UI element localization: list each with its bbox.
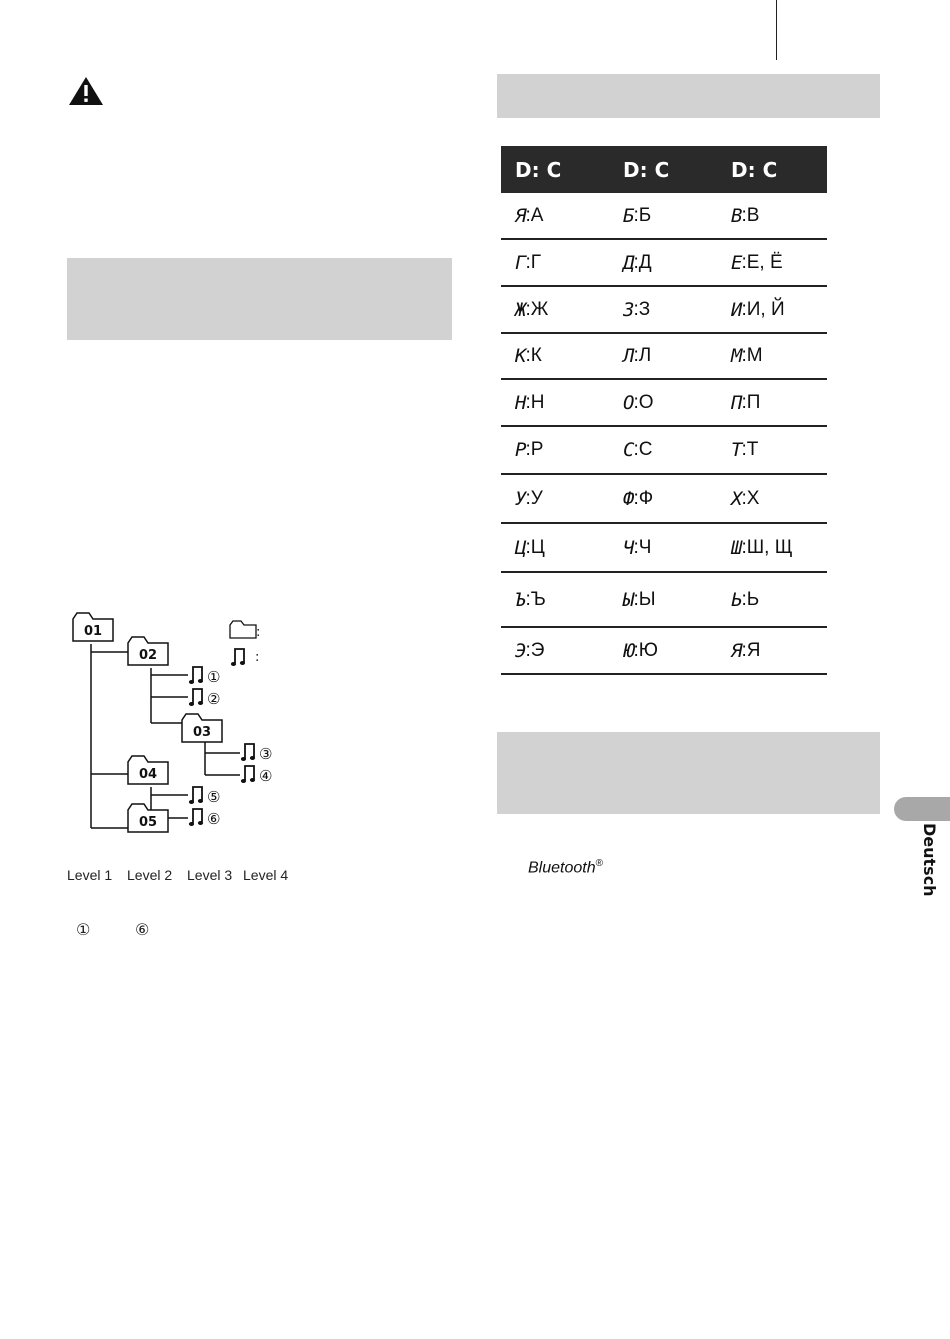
- character-value: Е, Ё: [746, 251, 783, 273]
- separator: :: [741, 588, 747, 610]
- character-value: В: [746, 204, 760, 226]
- music-note-icon: [241, 766, 255, 783]
- display-glyph: К: [515, 345, 526, 367]
- folder-label: 04: [138, 767, 158, 782]
- character-value: Н: [530, 391, 545, 413]
- display-glyph: Ъ: [515, 588, 526, 611]
- folder-label: 05: [138, 815, 158, 830]
- display-glyph: Р: [515, 439, 526, 461]
- separator: :: [633, 487, 639, 509]
- character-value: Р: [530, 439, 544, 460]
- display-glyph: О: [623, 391, 634, 414]
- column-header: D: C: [515, 157, 562, 182]
- character-value: Ю: [638, 639, 658, 661]
- character-value: Д: [638, 251, 652, 273]
- separator: :: [633, 204, 639, 226]
- character-value: А: [530, 204, 544, 226]
- folder-label: 01: [83, 624, 103, 639]
- display-glyph: Д: [623, 251, 634, 274]
- character-value: И, Й: [746, 298, 785, 320]
- character-value: Ж: [530, 298, 549, 320]
- display-glyph: Ь: [731, 588, 742, 611]
- character-value: У: [530, 487, 543, 509]
- music-note-icon: [189, 689, 203, 706]
- separator: :: [741, 639, 747, 661]
- display-glyph: Я: [731, 639, 742, 662]
- file-number: ⑤: [207, 788, 221, 806]
- display-glyph: П: [731, 391, 742, 414]
- language-tab-label: Deutsch: [920, 823, 939, 897]
- character-value: Я: [746, 639, 761, 661]
- character-value: Э: [530, 639, 545, 661]
- separator: :: [525, 345, 531, 366]
- display-glyph: Г: [515, 251, 526, 274]
- display-glyph: Б: [623, 204, 634, 227]
- display-glyph: У: [515, 487, 526, 510]
- separator: :: [633, 251, 639, 273]
- display-glyph: Я: [515, 204, 526, 227]
- music-note-icon: [189, 667, 203, 684]
- bluetooth-word: Bluetooth: [528, 859, 596, 877]
- separator: :: [525, 439, 531, 460]
- character-value: К: [530, 345, 542, 366]
- display-glyph: Л: [623, 345, 634, 367]
- character-value: П: [746, 391, 761, 413]
- separator: :: [633, 298, 639, 320]
- separator: :: [633, 345, 639, 366]
- character-value: М: [746, 345, 763, 366]
- display-glyph: С: [623, 439, 634, 461]
- display-glyph: Х: [731, 487, 742, 510]
- display-glyph: М: [731, 345, 742, 367]
- character-value: Х: [746, 487, 760, 509]
- display-glyph: Э: [515, 639, 526, 662]
- display-glyph: Ы: [623, 588, 634, 611]
- level-label: Level 4: [243, 867, 289, 883]
- display-glyph: В: [731, 204, 742, 227]
- separator: :: [525, 487, 531, 509]
- display-glyph: Т: [731, 439, 742, 461]
- separator: :: [525, 391, 531, 413]
- display-glyph: Ш: [731, 536, 742, 559]
- music-note-icon: [189, 809, 203, 826]
- character-value: Ф: [638, 487, 654, 509]
- character-value: З: [638, 298, 651, 320]
- separator: :: [741, 536, 747, 558]
- separator: :: [525, 639, 531, 661]
- language-tab: [894, 797, 950, 821]
- character-value: Б: [638, 204, 652, 226]
- bluetooth-text: [528, 858, 603, 877]
- music-note-icon: [189, 787, 203, 804]
- separator: :: [525, 588, 531, 610]
- display-glyph: Е: [731, 251, 742, 274]
- character-value: Л: [638, 345, 652, 366]
- separator: :: [633, 536, 639, 558]
- display-glyph: З: [623, 298, 634, 321]
- character-value: Ц: [530, 536, 545, 558]
- file-number: ③: [259, 745, 273, 763]
- separator: :: [633, 439, 639, 460]
- column-header: D: C: [623, 157, 670, 182]
- separator: :: [741, 345, 747, 366]
- folder-label: 02: [138, 648, 158, 663]
- display-glyph: Н: [515, 391, 526, 414]
- display-glyph: Ц: [515, 536, 526, 559]
- display-glyph: И: [731, 298, 742, 321]
- separator: :: [741, 251, 747, 273]
- file-number: ⑥: [207, 810, 221, 828]
- display-glyph: Ж: [515, 298, 526, 321]
- folder-icon: [230, 621, 256, 638]
- character-value: Т: [746, 439, 759, 460]
- file-range-end: ⑥: [135, 920, 150, 939]
- legend-folder-label: :: [256, 625, 261, 640]
- file-range-start: ①: [76, 920, 91, 939]
- character-value: О: [638, 391, 654, 413]
- separator: :: [741, 391, 747, 413]
- character-value: Ь: [746, 588, 760, 610]
- character-value: Ы: [638, 588, 656, 610]
- separator: :: [633, 639, 639, 661]
- file-number: ④: [259, 767, 273, 785]
- separator: :: [741, 204, 747, 226]
- separator: :: [741, 487, 747, 509]
- separator: :: [525, 298, 531, 320]
- file-number: ①: [207, 668, 221, 686]
- level-label: Level 3: [187, 867, 233, 883]
- separator: :: [525, 204, 531, 226]
- separator: :: [633, 391, 639, 413]
- display-glyph: Ф: [623, 487, 634, 510]
- legend-file-label: :: [255, 650, 260, 665]
- display-glyph: Ч: [623, 536, 634, 559]
- registered-mark: ®: [595, 858, 603, 869]
- separator: :: [525, 251, 531, 273]
- character-value: С: [638, 439, 653, 460]
- character-value: Ч: [638, 536, 652, 558]
- music-note-icon: [231, 649, 245, 666]
- level-label: Level 1: [67, 867, 113, 883]
- level-label: Level 2: [127, 867, 173, 883]
- column-header: D: C: [731, 157, 778, 182]
- separator: :: [633, 588, 639, 610]
- character-value: Ъ: [530, 588, 546, 610]
- separator: :: [741, 439, 747, 460]
- separator: :: [741, 298, 747, 320]
- separator: :: [525, 536, 531, 558]
- display-glyph: Ю: [623, 639, 634, 662]
- file-number: ②: [207, 690, 221, 708]
- folder-label: 03: [192, 725, 212, 740]
- music-note-icon: [241, 744, 255, 761]
- character-value: Г: [530, 251, 542, 273]
- character-value: Ш, Щ: [746, 536, 793, 558]
